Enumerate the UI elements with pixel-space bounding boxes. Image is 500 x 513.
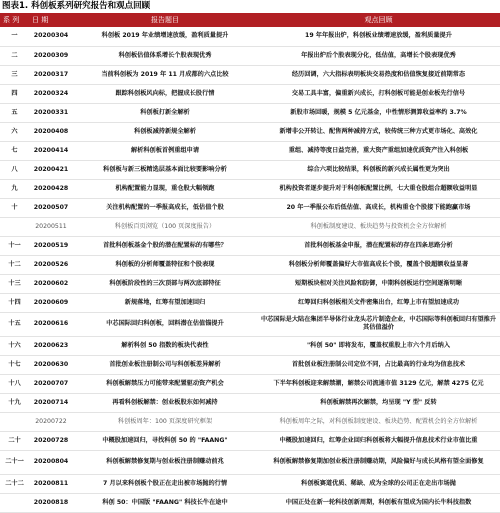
table-row bbox=[0, 493, 500, 512]
topic-cell: 科创板 2019 年业绩增速放缓，盈利质量提升 bbox=[73, 27, 257, 46]
topic-cell: 解析科创 50 指数的板块代表性 bbox=[73, 336, 257, 355]
header-series: 系 列 bbox=[0, 13, 29, 27]
view-cell: 科创板制度建设、板块趋势与投资机会全方位解析 bbox=[257, 217, 500, 236]
date-cell: 20200428 bbox=[29, 179, 73, 198]
series-cell: 十七 bbox=[0, 355, 29, 374]
view-cell: 综合六项比较结果，科创板的新兴成长属性更为突出 bbox=[257, 160, 500, 179]
header-topic: 报告题目 bbox=[73, 13, 257, 27]
series-cell: 四 bbox=[0, 84, 29, 103]
topic-cell: 科创 50：中国版 "FAANG" 科技长牛在途中 bbox=[73, 493, 257, 512]
table-header-row bbox=[0, 13, 500, 27]
series-cell: 十八 bbox=[0, 374, 29, 393]
date-cell: 20200324 bbox=[29, 84, 73, 103]
date-cell: 20200317 bbox=[29, 65, 73, 84]
view-cell: 短期板块相对关注风险和防御，中期科创板运行空间逐渐明晰 bbox=[257, 274, 500, 293]
series-cell bbox=[0, 217, 29, 236]
table-row bbox=[0, 431, 500, 450]
view-cell: 19 年年报出炉，科创板业绩增速放缓，盈利质量提升 bbox=[257, 27, 500, 46]
view-cell: 科创板解禁修复期加创业板注册制赚动期，风险偏好与成长风格有望全面修复 bbox=[257, 450, 500, 474]
series-cell: 十 bbox=[0, 198, 29, 217]
date-cell: 20200630 bbox=[29, 355, 73, 374]
view-cell: 交易工具丰富，偏重新兴成长，打科创板可能是创业板先行信号 bbox=[257, 84, 500, 103]
table-row bbox=[0, 217, 500, 236]
view-cell: 中国正处在新一轮科技创新周期，科创板有望成为国内长牛科技指数 bbox=[257, 493, 500, 512]
date-cell: 20200714 bbox=[29, 393, 73, 412]
table-row bbox=[0, 312, 500, 336]
date-cell: 20200507 bbox=[29, 198, 73, 217]
topic-cell: 首批科创板基金个股的潜在配置标的有哪些？ bbox=[73, 236, 257, 255]
view-cell: 新股市场回暖，规模 5 亿元基金，中性情形测算收益率约 3.7% bbox=[257, 103, 500, 122]
view-cell: 经历回调，六大指标表明板块交易热度和估值恢复接近前期常态 bbox=[257, 65, 500, 84]
series-cell bbox=[0, 412, 29, 431]
topic-cell: 关注机构配置的一季报高成长，低估值个股 bbox=[73, 198, 257, 217]
view-cell: 20 年一季报公布后低估值、高成长，机构重仓个股接下能跑赢市场 bbox=[257, 198, 500, 217]
topic-cell: 科创板减持新规全解析 bbox=[73, 122, 257, 141]
topic-cell: 中芯国际回归科创板，回料潜在估值锚提升 bbox=[73, 312, 257, 336]
date-cell: 20200609 bbox=[29, 293, 73, 312]
table-row bbox=[0, 274, 500, 293]
table-row bbox=[0, 27, 500, 46]
topic-cell: 科创板百页浏览（100 页深度报告） bbox=[73, 217, 257, 236]
series-cell: 八 bbox=[0, 160, 29, 179]
table-row bbox=[0, 374, 500, 393]
series-cell: 二 bbox=[0, 46, 29, 65]
view-cell: 科创板周年之际，对科创板制度建设、板块趋势、配置机会的全方位解析 bbox=[257, 412, 500, 431]
table-row bbox=[0, 336, 500, 355]
series-cell: 十一 bbox=[0, 236, 29, 255]
table-row bbox=[0, 122, 500, 141]
figure-title: 图表1. 科创板系列研究报告和观点回顾 bbox=[2, 1, 151, 11]
date-cell: 20200602 bbox=[29, 274, 73, 293]
date-cell: 20200818 bbox=[29, 493, 73, 512]
series-cell bbox=[0, 493, 29, 512]
series-cell: 十三 bbox=[0, 274, 29, 293]
topic-cell: 再看科创板解禁：创业板股东如何减持 bbox=[73, 393, 257, 412]
date-cell: 20200722 bbox=[29, 412, 73, 431]
date-cell: 20200804 bbox=[29, 450, 73, 474]
series-cell: 二十一 bbox=[0, 450, 29, 474]
series-cell: 十四 bbox=[0, 293, 29, 312]
view-cell: 首批创业板注册制公司定位不同，占比最高的行业均为信息技术 bbox=[257, 355, 500, 374]
topic-cell: 科创板与新三板精选层基本面比较要影响分析 bbox=[73, 160, 257, 179]
series-cell: 九 bbox=[0, 179, 29, 198]
date-cell: 20200623 bbox=[29, 336, 73, 355]
series-cell: 十二 bbox=[0, 255, 29, 274]
series-cell: 七 bbox=[0, 141, 29, 160]
topic-cell: 科创板解禁压力可能带来配置驱动资产机会 bbox=[73, 374, 257, 393]
table-row bbox=[0, 293, 500, 312]
date-cell: 20200309 bbox=[29, 46, 73, 65]
header-date: 日 期 bbox=[29, 13, 73, 27]
topic-cell: 中概股加速回归，寻找科创 50 的 "FAANG" bbox=[73, 431, 257, 450]
table-row bbox=[0, 103, 500, 122]
view-cell: 科创板分析师覆盖偏好大市值高成长个股，覆盖个股超额收益显著 bbox=[257, 255, 500, 274]
view-cell: 红筹回归科创板相关文件密集出台，红筹上市有望加速成功 bbox=[257, 293, 500, 312]
series-cell: 二十 bbox=[0, 431, 29, 450]
view-cell: 科创板解禁再次解禁，均呈现 "Y 型" 反转 bbox=[257, 393, 500, 412]
topic-cell: 解析科创板首例重组申请 bbox=[73, 141, 257, 160]
table-row bbox=[0, 198, 500, 217]
table-row bbox=[0, 474, 500, 493]
table-row bbox=[0, 65, 500, 84]
table-row bbox=[0, 179, 500, 198]
topic-cell: 7 月以来科创板个股正在走出被市场抛的行情 bbox=[73, 474, 257, 493]
date-cell: 20200811 bbox=[29, 474, 73, 493]
date-cell: 20200519 bbox=[29, 236, 73, 255]
view-cell: 年报出炉后个股表现分化，低估值，高增长个股表现优秀 bbox=[257, 46, 500, 65]
series-cell: 十九 bbox=[0, 393, 29, 412]
topic-cell: 跟踪科创板风向标，把握成长股行情 bbox=[73, 84, 257, 103]
topic-cell: 机构配置能力显现，重仓股大幅领跑 bbox=[73, 179, 257, 198]
view-cell: "科创 50" 即将发布，覆盖权重股上市六个月后纳入 bbox=[257, 336, 500, 355]
report-table bbox=[0, 13, 500, 513]
topic-cell: 科创板阶段性的三次顶部与两次底部特征 bbox=[73, 274, 257, 293]
topic-cell: 科创板估值体系增长个股表现优秀 bbox=[73, 46, 257, 65]
table-row bbox=[0, 84, 500, 103]
table-row bbox=[0, 450, 500, 474]
date-cell: 20200408 bbox=[29, 122, 73, 141]
date-cell: 20200707 bbox=[29, 374, 73, 393]
view-cell: 重组、减持等度日益完善，重大资产重组加速优质资产注入科创板 bbox=[257, 141, 500, 160]
table-row bbox=[0, 412, 500, 431]
table-row bbox=[0, 141, 500, 160]
table-row bbox=[0, 46, 500, 65]
series-cell: 一 bbox=[0, 27, 29, 46]
table-row bbox=[0, 160, 500, 179]
view-cell: 新增非公开转让、配售两种减持方式，较传统三种方式更市场化、高效化 bbox=[257, 122, 500, 141]
date-cell: 20200526 bbox=[29, 255, 73, 274]
series-cell: 十五 bbox=[0, 312, 29, 336]
series-cell: 六 bbox=[0, 122, 29, 141]
series-cell: 二十二 bbox=[0, 474, 29, 493]
series-cell: 十六 bbox=[0, 336, 29, 355]
topic-cell: 当前科创板为 2019 年 11 月成都的六点比较 bbox=[73, 65, 257, 84]
date-cell: 20200331 bbox=[29, 103, 73, 122]
table-row bbox=[0, 355, 500, 374]
view-cell: 机构投资者逐步提升对于科创板配置比例，七大重仓股组合超额收益明显 bbox=[257, 179, 500, 198]
table-row bbox=[0, 255, 500, 274]
table-row bbox=[0, 393, 500, 412]
view-cell: 首批科创板基金申报，潜在配置标的存在四条思路分析 bbox=[257, 236, 500, 255]
date-cell: 20200414 bbox=[29, 141, 73, 160]
topic-cell: 新规落地，红筹有望加速回归 bbox=[73, 293, 257, 312]
table-row bbox=[0, 236, 500, 255]
table-body bbox=[0, 27, 500, 512]
series-cell: 五 bbox=[0, 103, 29, 122]
header-view: 观点回顾 bbox=[257, 13, 500, 27]
date-cell: 20200616 bbox=[29, 312, 73, 336]
date-cell: 20200728 bbox=[29, 431, 73, 450]
topic-cell: 科创板周年：100 页深度研究框架 bbox=[73, 412, 257, 431]
view-cell: 中芯国际是大陆在集团半导体行业龙头芯片制造企业，中芯国际等科创板回归有望推升其估值溢价 bbox=[257, 312, 500, 336]
date-cell: 20200304 bbox=[29, 27, 73, 46]
topic-cell: 科创板的分析师覆盖特征和个股表现 bbox=[73, 255, 257, 274]
date-cell: 20200511 bbox=[29, 217, 73, 236]
date-cell: 20200421 bbox=[29, 160, 73, 179]
view-cell: 中概股加速回归，红筹企业回归科创板将大幅提升信息技术行业市值比重 bbox=[257, 431, 500, 450]
series-cell: 三 bbox=[0, 65, 29, 84]
topic-cell: 科创板解禁修复期与创业板注册制赚动前兆 bbox=[73, 450, 257, 474]
topic-cell: 首批创业板注册制公司与科创板差异解析 bbox=[73, 355, 257, 374]
view-cell: 科创板赛道优质、稀缺、成为全球的公司正在走出市场抛 bbox=[257, 474, 500, 493]
topic-cell: 科创板打新全解析 bbox=[73, 103, 257, 122]
view-cell: 下半年科创板迎来解禁潮，解禁公司流通市值 3129 亿元，解禁 4275 亿元 bbox=[257, 374, 500, 393]
